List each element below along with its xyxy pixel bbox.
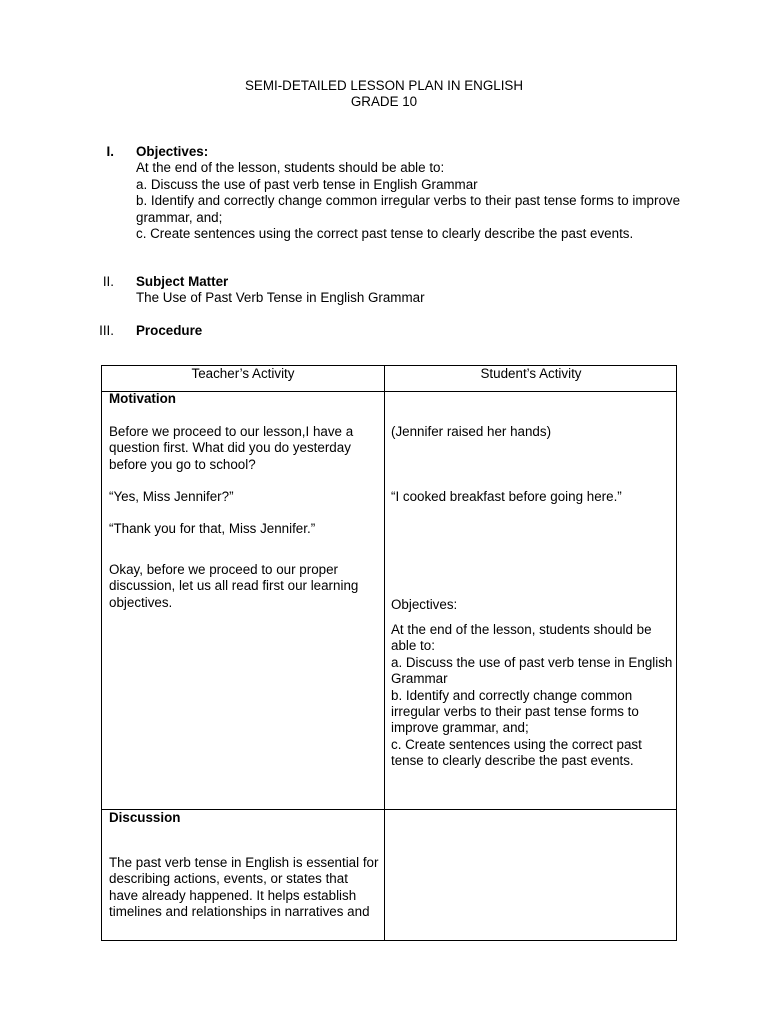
student-objective-item: c. Create sentences using the correct past tense to clearly describe the past events. (391, 736, 642, 769)
section-objectives (136, 144, 681, 242)
objective-item: b. Identify and correctly change common irregular verbs to their past tense forms to improve grammar, and; (136, 193, 681, 225)
objective-item: a. Discuss the use of past verb tense in English Grammar (136, 176, 478, 192)
teacher-line: “Yes, Miss Jennifer?” (109, 489, 234, 504)
student-objectives-list (391, 622, 673, 770)
procedure-table (101, 365, 677, 941)
subject-matter-heading: Subject Matter (136, 274, 229, 289)
teacher-line: Before we proceed to our lesson,I have a question first. What did you do yesterday before you go to school? (109, 424, 354, 472)
section-procedure (136, 323, 681, 339)
subject-matter-text: The Use of Past Verb Tense in English Grammar (136, 290, 425, 306)
section-number-objectives: I. (106, 144, 114, 159)
objective-item: c. Create sentences using the correct past tense to clearly describe the past events. (136, 226, 634, 242)
teacher-line: Okay, before we proceed to our proper discussion, let us all read first our learning objectives. (109, 562, 359, 610)
motivation-heading: Motivation (109, 391, 176, 406)
teacher-line: “Thank you for that, Miss Jennifer.” (109, 521, 316, 536)
student-objective-item: b. Identify and correctly change common irregular verbs to their past tense forms to improve grammar, and; (391, 687, 639, 736)
discussion-text: The past verb tense in English is essential for describing actions, events, or states that have already happened. It helps establish timelines and relationships in narratives and (109, 855, 379, 920)
student-line: (Jennifer raised her hands) (391, 424, 552, 439)
procedure-heading: Procedure (136, 323, 203, 338)
section-number-subject-matter: II. (102, 274, 114, 289)
student-line: Objectives: (391, 597, 458, 612)
grade-level: GRADE 10 (350, 94, 418, 109)
objectives-heading: Objectives: (136, 144, 209, 159)
student-activity-header: Student’s Activity (480, 366, 582, 381)
document-title: SEMI-DETAILED LESSON PLAN IN ENGLISH (244, 78, 524, 93)
section-number-procedure: III. (99, 323, 114, 338)
section-subject-matter (136, 274, 681, 307)
objectives-intro: At the end of the lesson, students should be able to: (136, 160, 445, 176)
student-line: “I cooked breakfast before going here.” (391, 489, 622, 504)
student-objectives-intro: At the end of the lesson, students should be able to: (391, 622, 652, 654)
student-objective-item: a. Discuss the use of past verb tense in English Grammar (391, 654, 673, 687)
column-divider (384, 366, 385, 940)
teacher-activity-header: Teacher’s Activity (191, 366, 295, 381)
discussion-heading: Discussion (109, 810, 181, 825)
